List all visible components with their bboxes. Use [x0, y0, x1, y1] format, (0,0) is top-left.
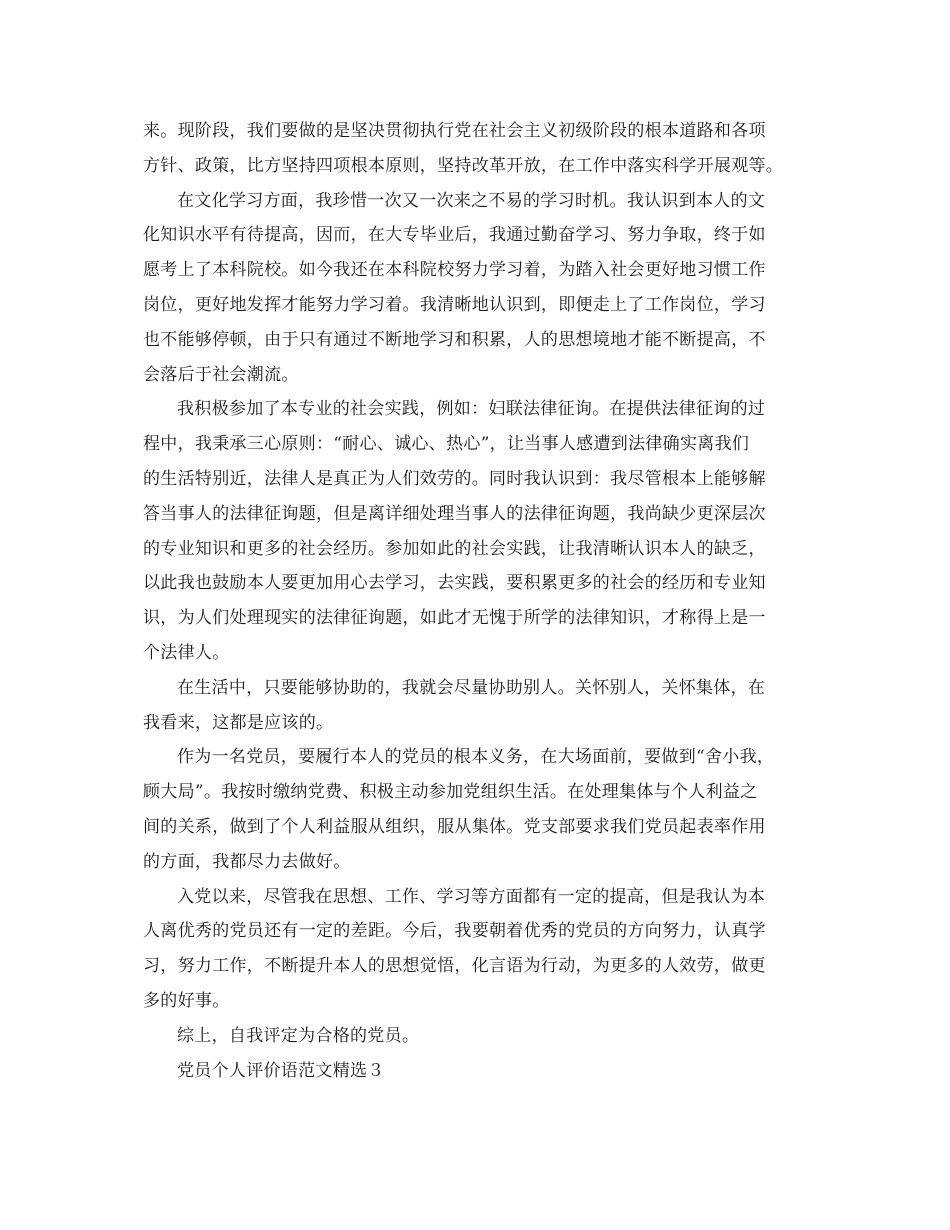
paragraph-line: 的专业知识和更多的社会经历。参加如此的社会实践，让我清晰认识本人的缺乏，: [143, 538, 766, 559]
paragraph-line: 来。现阶段，我们要做的是坚决贯彻执行党在社会主义初级阶段的根本道路和各项: [143, 121, 766, 141]
paragraph-line: 顾大局”。我按时缴纳党费、积极主动参加党组织生活。在处理集体与个人利益之: [143, 782, 758, 803]
paragraph-line: 间的关系，做到了个人利益服从组织，服从集体。党支部要求我们党员起表率作用: [143, 816, 766, 837]
paragraph-line: 化知识水平有待提高，因而，在大专毕业后，我通过勤奋学习、努力争取，终于如: [143, 225, 766, 246]
paragraph-line: 习，努力工作，不断提升本人的思想觉悟，化言语为行动，为更多的人效劳，做更: [143, 956, 766, 977]
paragraph-line: 岗位，更好地发挥才能努力学习着。我清晰地认识到，即便走上了工作岗位，学习: [143, 294, 766, 315]
paragraph-line: 愿考上了本科院校。如今我还在本科院校努力学习着，为踏入社会更好地习惯工作: [143, 260, 766, 281]
paragraph-line: 人离优秀的党员还有一定的差距。今后，我要朝着优秀的党员的方向努力，认真学: [143, 921, 766, 942]
paragraph-first-line: 我积极参加了本专业的社会实践，例如：妇联法律征询。在提供法律征询的过: [177, 399, 766, 420]
paragraph-line: 会落后于社会潮流。: [143, 364, 299, 385]
paragraph-line: 识，为人们处理现实的法律征询题，如此才无愧于所学的法律知识，才称得上是一: [143, 608, 766, 629]
paragraph-line: 以此我也鼓励本人要更加用心去学习，去实践，要积累更多的社会的经历和专业知: [143, 573, 766, 594]
paragraph-line: 答当事人的法律征询题，但是离详细处理当事人的法律征询题，我尚缺少更深层次: [143, 503, 766, 524]
document-body: [143, 114, 813, 1088]
paragraph-line: 多的好事。: [143, 990, 230, 1011]
paragraph-line: 程中，我秉承三心原则：“耐心、诚心、热心”，让当事人感遭到法律确实离我们: [143, 434, 750, 455]
paragraph-first-line: 党员个人评价语范文精选３: [177, 1060, 385, 1081]
paragraph-line: 的方面，我都尽力去做好。: [143, 851, 351, 872]
paragraph-first-line: 在文化学习方面，我珍惜一次又一次来之不易的学习时机。我认识到本人的文: [177, 190, 766, 211]
paragraph-line: 我看来，这都是应该的。: [143, 712, 334, 733]
paragraph-first-line: 综上，自我评定为合格的党员。: [177, 1025, 420, 1046]
paragraph-first-line: 作为一名党员，要履行本人的党员的根本义务，在大场面前，要做到“舍小我，: [177, 747, 775, 768]
paragraph-line: 方针、政策，比方坚持四项根本原则，坚持改革开放，在工作中落实科学开展观等。: [143, 155, 784, 176]
paragraph-first-line: 入党以来，尽管我在思想、工作、学习等方面都有一定的提高，但是我认为本: [177, 886, 766, 907]
paragraph-line: 也不能够停顿，由于只有通过不断地学习和积累，人的思想境地才能不断提高，不: [143, 329, 766, 350]
paragraph-line: 个法律人。: [143, 642, 230, 663]
paragraph-first-line: 在生活中，只要能够协助的，我就会尽量协助别人。关怀别人，关怀集体，在: [177, 677, 766, 698]
paragraph-line: 的生活特别近，法律人是真正为人们效劳的。同时我认识到：我尽管根本上能够解: [143, 468, 766, 489]
